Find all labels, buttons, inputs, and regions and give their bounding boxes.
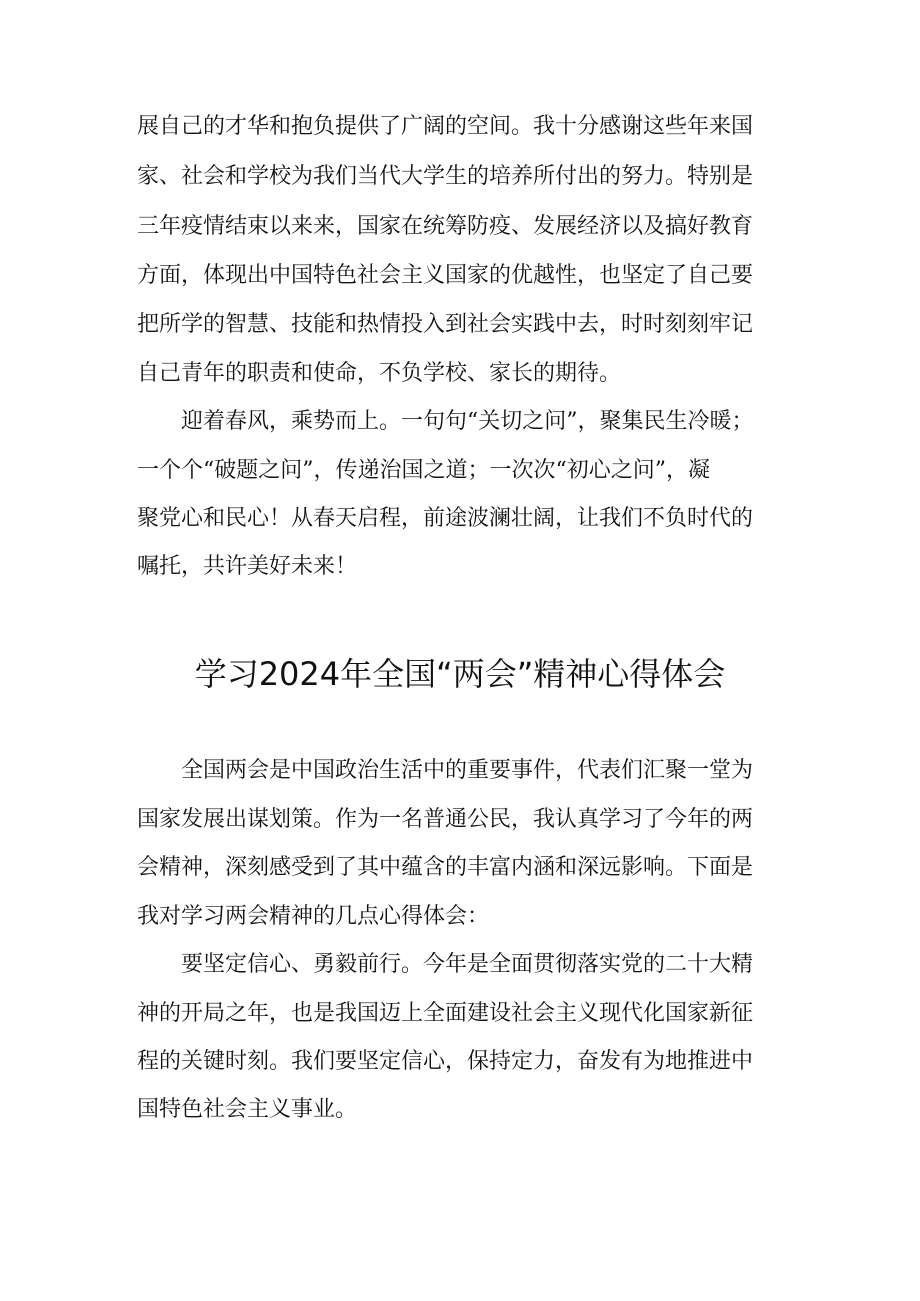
paragraph-line: 方面，体现出中国特色社会主义国家的优越性，也坚定了自己要: [137, 263, 754, 288]
article-title: 学习2024年全国“两会”精神心得体会: [194, 655, 726, 693]
paragraph-line: 展自己的才华和抱负提供了广阔的空间。我十分感谢这些年来国: [137, 114, 754, 139]
paragraph-line: 国特色社会主义事业。: [137, 1097, 358, 1122]
paragraph-line: 神的开局之年，也是我国迈上全面建设社会主义现代化国家新征: [137, 1001, 754, 1026]
paragraph-line: 程的关键时刻。我们要坚定信心，保持定力，奋发有为地推进中: [137, 1049, 754, 1074]
paragraph-line: 我对学习两会精神的几点心得体会：: [137, 904, 490, 929]
paragraph-line: 三年疫情结束以来来，国家在统筹防疫、发展经济以及搞好教育: [137, 214, 754, 239]
paragraph-line: 全国两会是中国政治生活中的重要事件，代表们汇聚一堂为: [137, 758, 754, 783]
paragraph-line: 把所学的智慧、技能和热情投入到社会实践中去，时时刻刻牢记: [137, 312, 754, 337]
paragraph-line: 国家发展出谋划策。作为一名普通公民，我认真学习了今年的两: [137, 807, 754, 832]
paragraph-line: 一个个“破题之问”，传递治国之道；一次次“初心之问”，凝: [137, 458, 710, 483]
paragraph-line: 要坚定信心、勇毅前行。今年是全面贯彻落实党的二十大精: [137, 952, 754, 977]
paragraph-line: 聚党心和民心！从春天启程，前途波澜壮阔，让我们不负时代的: [137, 506, 754, 531]
paragraph-line: 家、社会和学校为我们当代大学生的培养所付出的努力。特别是: [137, 164, 754, 189]
paragraph-line: 会精神，深刻感受到了其中蕴含的丰富内涵和深远影响。下面是: [137, 855, 754, 880]
paragraph-line: 迎着春风，乘势而上。一句句“关切之问”，聚集民生冷暖；: [137, 409, 754, 434]
paragraph-line: 嘱托，共许美好未来！: [137, 554, 358, 579]
paragraph-line: 自己青年的职责和使命，不负学校、家长的期待。: [137, 361, 622, 386]
